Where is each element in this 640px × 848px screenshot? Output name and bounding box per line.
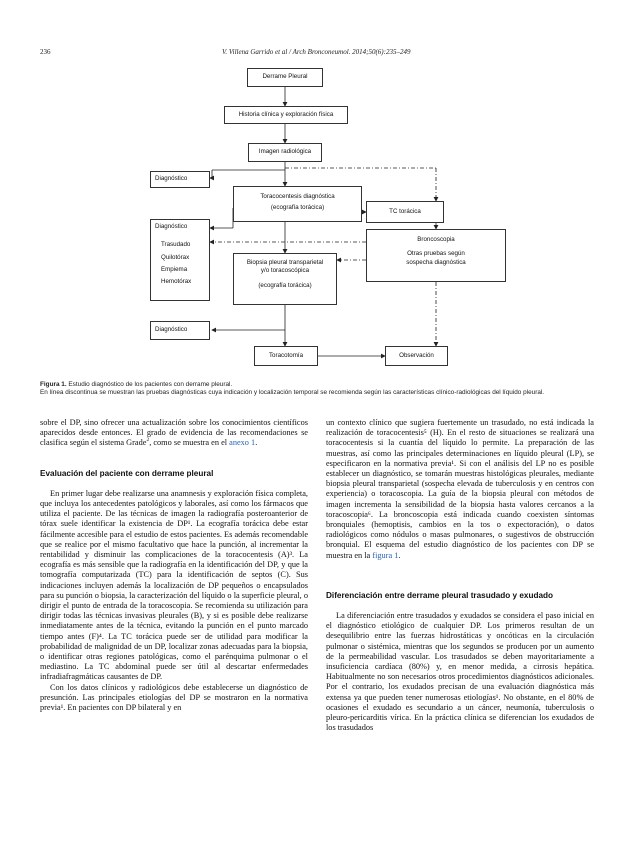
figure-caption [40,381,600,398]
box-biopsia-pleural [233,253,337,305]
biopsia-line3: (ecografía torácica) [258,281,312,289]
figura-link[interactable]: figura 1 [372,550,399,560]
box-imagen-radiologica: Imagen radiológica [248,143,322,162]
left-column [40,418,308,713]
right-paragraph-2: La diferenciación entre trasudados y exudados se considera el paso inicial en el diagnóstico etiológico de cualquier DP. Los primeros resultan de un desequilibrio entre las fuerzas hidrostáticas y oncóticas en la circulación pulmonar o sistémica, mientras que los segundos se producen por un aumento de la permeabilidad vascular. Los trasudados se deben mayoritariamente a insuficiencia cardíaca (80%) y, en menor medida, a cirrosis hepática. Habitualmente no son necesarios otros procedimientos diagnósticos adicionales. Por el contrario, los exudados precisan de una evaluación diagnóstica más extensa ya que pueden tener numerosas etiologías¹. No obstante, en el 80% de ocasiones el exudado es secundario a un cáncer, neumonía, tuberculosis o pleuro-pericarditis vírica. En la práctica clínica se diferencian los exudados de los trasudados [326,611,594,733]
broncoscopia-title: Broncoscopia [417,236,455,243]
figure-caption-line1: Estudio diagnóstico de los pacientes con derrame pleural. [68,381,233,388]
left-paragraph-3: Con los datos clínicos y radiológicos debe establecerse un diagnóstico de presunción. Las principales etiologías del DP se mostraron en la normativa previa¹. En pacientes con DP bilateral y en [40,682,308,713]
figure-label: Figura 1. [40,381,67,388]
box-toracotomia: Toracotomía [254,346,318,366]
box-broncoscopia [366,229,506,282]
diagnostico-2-title: Diagnóstico [155,223,188,230]
toracocentesis-title: Toracocentesis diagnóstica [260,193,335,200]
box-observacion: Observación [385,346,448,366]
diag-item-quilotorax: Quilotórax [161,253,190,261]
broncoscopia-line3: sospecha diagnóstica [406,258,466,266]
section-heading-evaluacion: Evaluación del paciente con derrame pleural [40,468,214,478]
broncoscopia-line2: Otras pruebas según [407,250,465,258]
section-heading-diferenciacion: Diferenciación entre derrame pleural trasudado y exudado [326,590,554,600]
journal-citation: V. Villena Garrido et al / Arch Bronconeumol. 2014;50(6):235–249 [222,48,411,56]
box-diagnostico-2 [150,219,210,301]
box-diagnostico-3: Diagnóstico [150,321,210,340]
biopsia-line1: Biopsia pleural transparietal [246,259,324,266]
box-tc-toracica: TC torácica [366,201,444,223]
anexo-link[interactable]: anexo 1 [229,438,256,448]
page-number: 236 [40,48,51,56]
left-paragraph-1: sobre el DP, sino ofrecer una actualización sobre los conocimientos científicos aparecidos desde entonces. El grado de evidencia de las recomendaciones se clasifica según el sistema Grade$^2$, como se muestra en el anexo 1. [40,418,308,448]
right-column [326,418,594,733]
box-toracocentesis [233,186,362,222]
box-derrame-pleural: Derrame Pleural [247,68,323,87]
figure-caption-line2: En línea discontinua se muestran las pruebas diagnósticas cuya indicación y localización temporal se recomienda según las características clínico-radiológicas del líquido pleural. [40,389,545,397]
diag-item-hemotorax: Hemotórax [161,278,192,286]
biopsia-line2: y/o toracoscópica [260,267,310,275]
left-paragraph-2: En primer lugar debe realizarse una anamnesis y exploración física completa, que incluya los antecedentes patológicos y laborales, así como los fármacos que utiliza el paciente. De las técnicas de imagen la radiografía posteroanterior de tórax suele identificar la existencia de DP¹. La ecografía torácica debe estar fácilmente accesible para el estudio de estos pacientes. Es además recomendable que se realice por el mismo facultativo que hace la punción, al incrementar la rentabilidad y disminuir las complicaciones de la toracocentesis (A)³. La ecografía es más sensible que la radiografía en la identificación del DP, y que la tomografía computarizada (TC) para la identificación de septos (C). Sus indicaciones incluyen además la localización de DP pequeños o encapsulados para su punción o biopsia, la caracterización del líquido o la superficie pleural, o dirigir el punto de entrada de la toracoscopia. Se recomienda su utilización para dirigir todas las técnicas invasivas pleurales (B), y si es posible debe realizarse inmediatamente antes de la técnica, evitando la punción en el punto marcado tiempo antes (F)⁴. La TC torácica puede ser de utilidad para modificar la probabilidad de malignidad de un DP, localizar zonas adecuadas para la biopsia, o identificar otras regiones patológicas, como el parénquima pulmonar o el mediastino. La TC abdominal puede ser útil al descartar enfermedades infradiafragmáticas causantes de DP. [40,488,308,682]
box-historia-clinica: Historia clínica y exploración física [224,106,348,124]
diag-item-trasudado: Trasudado [161,241,191,249]
box-diagnostico-1: Diagnóstico [150,171,210,188]
diag-item-empiema: Empiema [161,266,188,274]
right-paragraph-1: un contexto clínico que sugiera fuertemente un trasudado, no está indicada la realización de toracocentesis⁵ (H). En el resto de situaciones se realizará una toracocentesis si la cuantía del líquido lo permite. La preparación de las muestras, así como las principales determinaciones en líquido pleural (LP), se especificaron en la normativa previa¹. Si con el análisis del LP no es posible establecer un diagnóstico, se tomarán muestras histológicas pleurales, mediante biopsia pleural transparietal (sospecha elevada de tuberculosis y en centros con experiencia) o toracoscopia. La guía de la biopsia pleural con métodos de imagen incrementa la sensibilidad de la biopsia hasta valores cercanos a la toracoscopia⁶. La broncoscopia está indicada cuando coexisten síntomas bronquiales (hemoptisis, cambios en la tos o expectoración), o datos radiológicos como nódulos o masas pulmonares, o sugestivos de obstrucción bronquial. El esquema del estudio diagnóstico de los pacientes con DP se muestra en la figura 1. [326,418,594,560]
toracocentesis-subtitle: (ecografía torácica) [270,204,325,212]
